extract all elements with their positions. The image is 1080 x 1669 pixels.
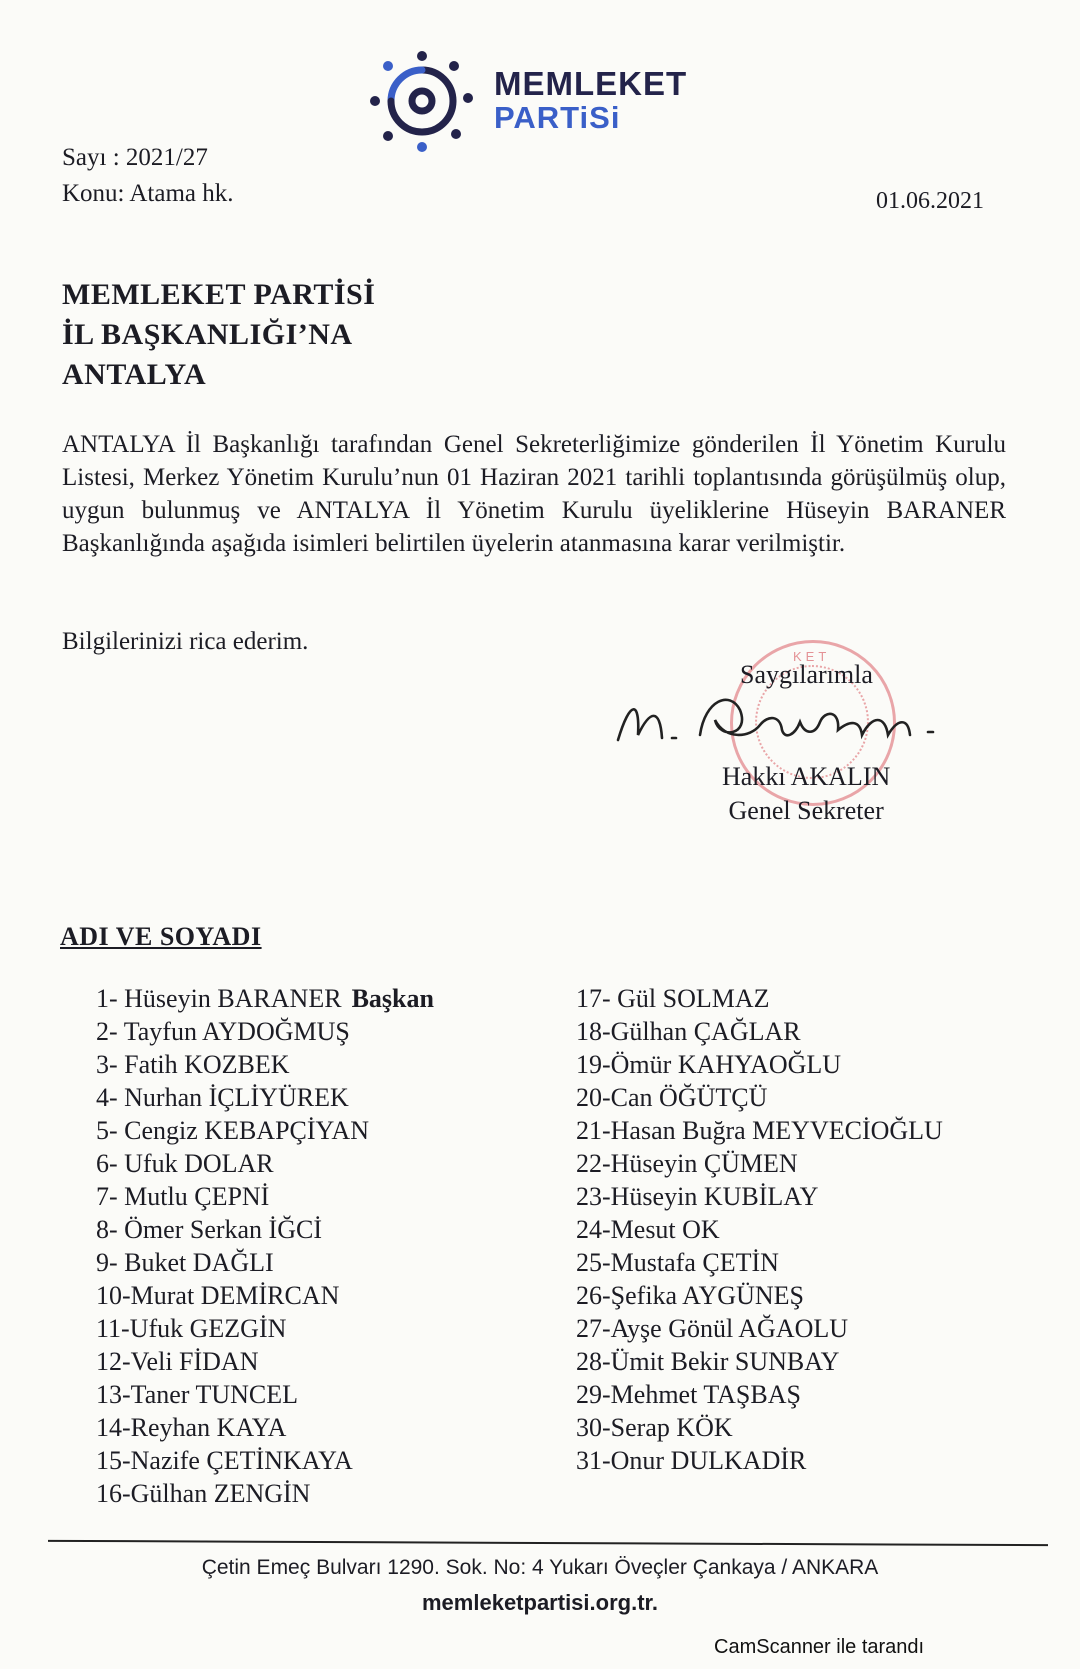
member-list-item: 25-Mustafa ÇETİN xyxy=(576,1248,779,1277)
document-date: 01.06.2021 xyxy=(876,188,984,214)
member-list-left xyxy=(96,982,434,1510)
member-list-right xyxy=(576,982,943,1477)
signer-name: Hakkı AKALIN xyxy=(722,762,891,791)
subject-line: Konu: Atama hk. xyxy=(62,180,234,207)
member-list-item: 28-Ümit Bekir SUNBAY xyxy=(576,1347,840,1376)
official-stamp: KET xyxy=(730,640,896,806)
party-emblem-icon xyxy=(368,48,476,154)
member-list-item: 27-Ayşe Gönül AĞAOLU xyxy=(576,1314,849,1343)
signature-block xyxy=(700,640,960,840)
member-list-item: 24-Mesut OK xyxy=(576,1215,720,1244)
member-list-item: 14-Reyhan KAYA xyxy=(96,1413,287,1442)
member-list-item: 18-Gülhan ÇAĞLAR xyxy=(576,1017,801,1046)
footer-divider xyxy=(48,1540,1048,1546)
member-list-item: 31-Onur DULKADİR xyxy=(576,1446,807,1475)
reference-number: Sayı : 2021/27 xyxy=(62,144,208,171)
member-list-item: 1- Hüseyin BARANER Başkan xyxy=(96,984,434,1013)
member-list-item: 22-Hüseyin ÇÜMEN xyxy=(576,1149,798,1178)
member-list-item: 10-Murat DEMİRCAN xyxy=(96,1281,340,1310)
member-list-item: 19-Ömür KAHYAOĞLU xyxy=(576,1050,842,1079)
member-list-item: 7- Mutlu ÇEPNİ xyxy=(96,1182,270,1211)
member-list-item: 8- Ömer Serkan İĞCİ xyxy=(96,1215,322,1244)
closing-line: Bilgilerinizi rica ederim. xyxy=(62,628,309,655)
member-list-item: 5- Cengiz KEBAPÇİYAN xyxy=(96,1116,369,1145)
party-logo xyxy=(368,48,687,154)
addressee-line3: ANTALYA xyxy=(62,358,207,391)
addressee-line1: MEMLEKET PARTİSİ xyxy=(62,278,376,311)
member-list-item: 29-Mehmet TAŞBAŞ xyxy=(576,1380,801,1409)
footer-website: memleketpartisi.org.tr. xyxy=(422,1590,658,1615)
member-list-item: 23-Hüseyin KUBİLAY xyxy=(576,1182,819,1211)
member-list-item: 17- Gül SOLMAZ xyxy=(576,984,770,1013)
member-list-item: 4- Nurhan İÇLİYÜREK xyxy=(96,1083,349,1112)
member-list-item: 2- Tayfun AYDOĞMUŞ xyxy=(96,1017,350,1046)
member-list-item: 11-Ufuk GEZGİN xyxy=(96,1314,287,1343)
letter-body: ANTALYA İl Başkanlığı tarafından Genel Sekreterliğimize gönderilen İl Yönetim Kurulu Listesi, Merkez Yönetim Kurulu’nun 01 Haziran 2021 tarihli toplantısında görüşülmüş olup, uygun bulunmuş ve ANTALYA İl Yönetim Kurulu üyeliklerine Hüseyin BARANER Başkanlığında aşağıda isimleri belirtilen üyelerin atanmasına karar verilmiştir. xyxy=(62,431,1006,557)
addressee-line2: İL BAŞKANLIĞI’NA xyxy=(62,318,353,351)
member-list-item: 12-Veli FİDAN xyxy=(96,1347,259,1376)
footer-address: Çetin Emeç Bulvarı 1290. Sok. No: 4 Yukarı Öveçler Çankaya / ANKARA xyxy=(201,1556,879,1579)
addressee-block xyxy=(62,275,375,395)
logo-line1: MEMLEKET xyxy=(494,65,688,103)
member-list-title: ADI VE SOYADI xyxy=(60,922,262,951)
signer-title: Genel Sekreter xyxy=(728,796,884,825)
member-list-item: 26-Şefika AYGÜNEŞ xyxy=(576,1281,804,1310)
member-list-item: 20-Can ÖĞÜTÇÜ xyxy=(576,1083,768,1112)
member-list-item: 13-Taner TUNCEL xyxy=(96,1380,299,1409)
handwritten-signature xyxy=(610,680,970,760)
member-list-item: 30-Serap KÖK xyxy=(576,1413,733,1442)
document-meta xyxy=(62,140,234,212)
member-list-item: 21-Hasan Buğra MEYVECİOĞLU xyxy=(576,1116,943,1145)
member-list-item: 16-Gülhan ZENGİN xyxy=(96,1479,311,1508)
member-list-item: 9- Buket DAĞLI xyxy=(96,1248,274,1277)
member-list-item: 6- Ufuk DOLAR xyxy=(96,1149,274,1178)
member-list-item: 3- Fatih KOZBEK xyxy=(96,1050,290,1079)
signer-info xyxy=(722,760,890,828)
president-label: Başkan xyxy=(351,984,434,1013)
salutation: Saygılarımla xyxy=(740,660,873,689)
logo-line2: PARTiSi xyxy=(494,100,621,136)
scanner-watermark: CamScanner ile tarandı xyxy=(714,1636,925,1658)
member-list-item: 15-Nazife ÇETİNKAYA xyxy=(96,1446,353,1475)
